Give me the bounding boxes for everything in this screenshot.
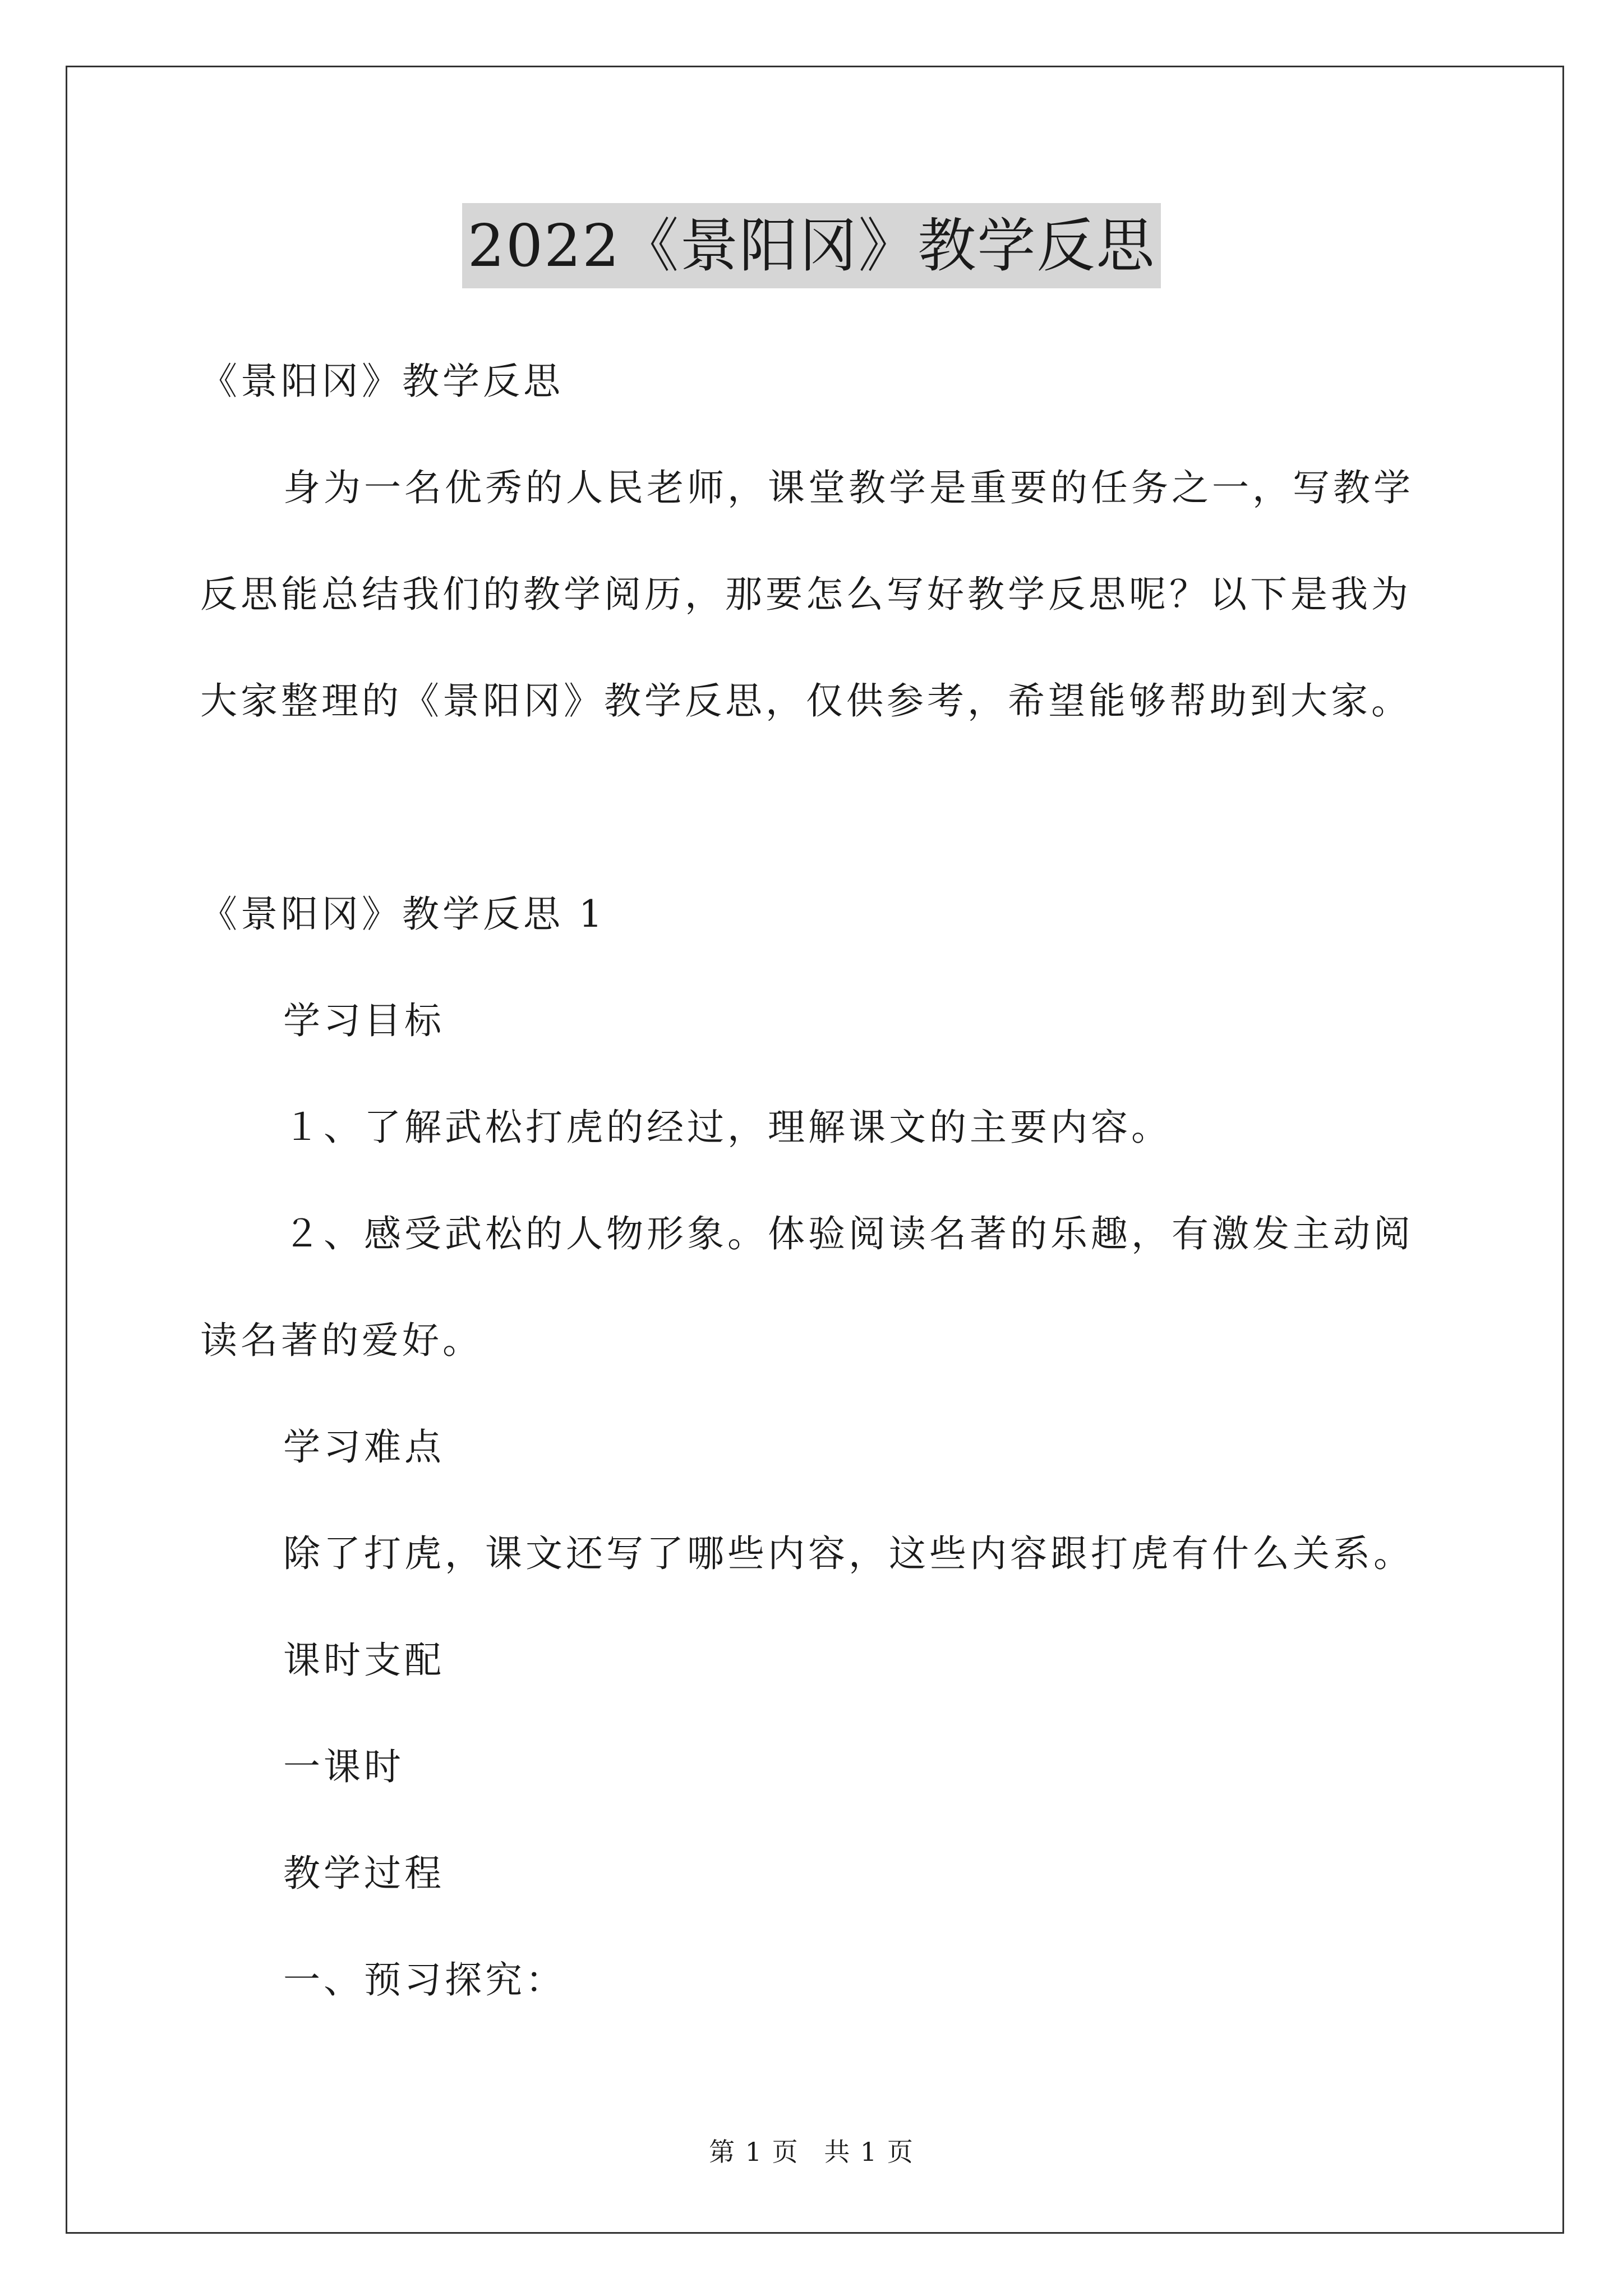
subtitle: 《景阳冈》教学反思 [200,360,564,403]
process-heading: 教学过程 [283,1852,445,1895]
schedule-heading: 课时支配 [283,1639,445,1682]
schedule-text: 一课时 [283,1745,404,1788]
process-step-1: 一、预习探究： [283,1958,566,2001]
page-total: 共 1 页 [824,2137,914,2167]
page-footer [0,2132,1623,2169]
goals-heading: 学习目标 [283,999,445,1042]
goal-2-line-1: ２、感受武松的人物形象。体验阅读名著的乐趣，有激发主动阅 [283,1212,1414,1255]
document-title: 2022《景阳冈》教学反思 [462,203,1161,288]
intro-line-2: 反思能总结我们的教学阅历，那要怎么写好教学反思呢？以下是我为 [200,573,1412,616]
intro-line-1: 身为一名优秀的人民老师，课堂教学是重要的任务之一，写教学 [283,466,1414,509]
intro-line-3: 大家整理的《景阳冈》教学反思，仅供参考，希望能够帮助到大家。 [200,679,1412,723]
title-container [0,203,1623,288]
difficulty-text: 除了打虎，课文还写了哪些内容，这些内容跟打虎有什么关系。 [283,1532,1414,1575]
goal-1: １、了解武松打虎的经过，理解课文的主要内容。 [283,1106,1172,1149]
page-current: 第 1 页 [709,2137,799,2167]
difficulty-heading: 学习难点 [283,1425,445,1469]
section-heading: 《景阳冈》教学反思 1 [200,892,606,936]
goal-2-line-2: 读名著的爱好。 [200,1319,483,1362]
